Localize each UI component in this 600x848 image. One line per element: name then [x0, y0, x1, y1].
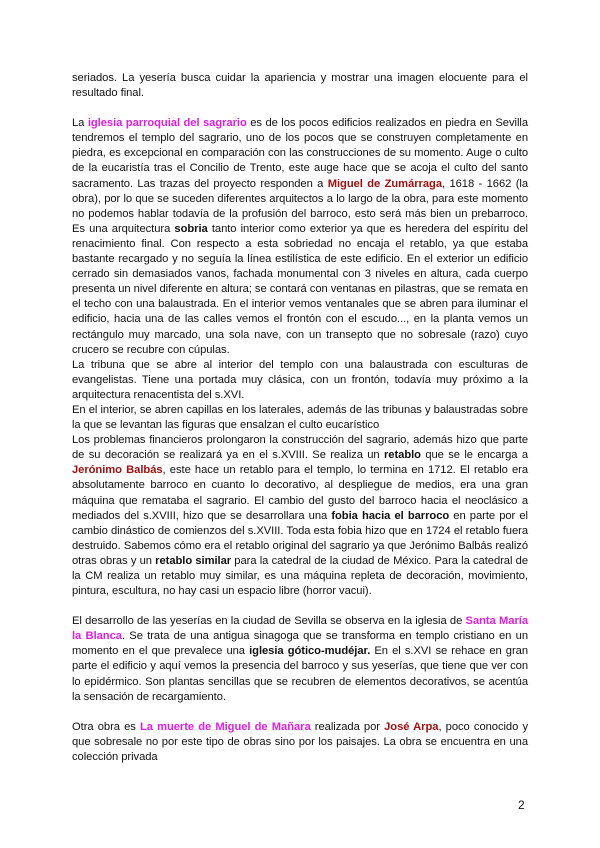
text-run: , este hace un retablo para el templo, lo termina en 1712. El retablo era absolutamente barroco en cuanto lo decorativo, al despliegue de medios, era una gran máquina que remataba el sagrario. El cambio del gusto del barroco hacia el neoclásico a mediados del s.XVIII, hizo que se desarrollara una — [72, 464, 529, 522]
paragraph-tribuna — [72, 358, 528, 403]
paragraph-sagrario — [72, 116, 528, 358]
text-run: seriados. La yesería busca cuidar la apariencia y mostrar una imagen elocuente para el resultado final. — [72, 72, 528, 100]
paragraph-intro — [72, 71, 528, 101]
bold-term: retablo similar — [155, 554, 232, 567]
highlight-name: Jerónimo Balbás — [72, 464, 163, 477]
highlight-term: iglesia parroquial del sagrario — [87, 117, 247, 130]
text-run: que se le encarga a — [420, 449, 528, 462]
bold-term: fobia hacia el barroco — [331, 509, 450, 522]
paragraph-santa-maria — [72, 614, 528, 705]
text-run: El desarrollo de las yeserías en la ciudad de Sevilla se observa en la iglesia de — [72, 615, 466, 628]
bold-term: retablo — [384, 449, 421, 462]
text-run: En el interior, se abren capillas en los laterales, además de las tribunas y balaustradas sobre la que se levantan las figuras que ensalzan el culto eucarístico — [72, 403, 528, 432]
highlight-term: La muerte de Miguel de Mañara — [139, 720, 311, 733]
highlight-name: Miguel de Zumárraga — [327, 177, 442, 190]
highlight-name: José Arpa — [384, 720, 439, 733]
text-run: Otra obra es — [72, 720, 140, 733]
text-run: . Se trata de una antigua sinagoga que se transforma en templo cristiano en un momento en el que prevalece una — [72, 630, 528, 658]
text-run: en parte por el cambio dinástico de comienzos del s.XVIII. Toda esta fobia hizo que en 1724 el retablo fuera destruido. Sabemos cómo era el retablo original del sagrario ya que Jerónimo Balbás realizó otras obras y un — [72, 509, 528, 567]
text-run: , poco conocido y que sobresale no por este tipo de obras sino por los paisajes. La obra se encuentra en una colección privada — [72, 720, 528, 763]
bold-term: sobria — [174, 222, 208, 235]
highlight-term: Santa María la Blanca — [72, 615, 528, 643]
bold-term: iglesia gótico-mudéjar. — [249, 645, 371, 658]
paragraph-interior — [72, 403, 528, 433]
paragraph-manara — [72, 720, 528, 765]
text-run: tanto interior como exterior ya que es heredera del espíritu del renacimiento final. Con respecto a esta sobriedad no encaja el retablo, ya que estaba bastante recargado y no seguía la línea estilística de este edificio. En el exterior un edificio cerrado sin demasiados vanos, fachada monumental con 3 niveles en altura, cada cuerpo presenta un nivel diferente en altura; se contará con ventanas en pilastras, que se remata en el techo con una balaustrada. En el interior vemos ventanales que se abren para iluminar el edificio, hacia una de las calles vemos el frontón con el escudo..., en la planta vemos un rectángulo muy marcado, una sola nave, con un transepto que no sobresale (razo) cuyo crucero se recubre con cúpulas. — [72, 222, 528, 356]
page-number: 2 — [518, 798, 525, 812]
paragraph-gap — [72, 705, 528, 720]
body-text — [72, 71, 528, 765]
text-run: En el s.XVI se rehace en gran parte el edificio y aquí vemos la presencia del barroco y sus yeserías, que tiene que ver con lo epidérmico. Son plantas sencillas que se recubren de elementos decorativos, se acentúa la sensación de recargamiento. — [72, 645, 528, 703]
text-run: La — [72, 117, 88, 130]
paragraph-retablo — [72, 433, 528, 599]
paragraph-gap — [72, 101, 528, 116]
text-run: , 1618 - 1662 (la obra), por lo que se suceden diferentes arquitectos a lo largo de la obra, para este momento no podemos hablar todavía de la profusión del barroco, esto será más bien un prebarroco. Es una arquitectura — [72, 177, 528, 235]
text-run: realizada por — [310, 720, 385, 733]
paragraph-gap — [72, 599, 528, 614]
text-run: Los problemas financieros prolongaron la construcción del sagrario, además hizo que parte de su decoración se realizará ya en el s.XVIII. Se realiza un — [72, 434, 528, 462]
text-run: La tribuna que se abre al interior del templo con una balaustrada con esculturas de evangelistas. Tiene una portada muy clásica, con un frontón, todavía muy próximo a la arquitectura renacentista del s.XVI. — [72, 358, 528, 401]
text-run: es de los pocos edificios realizados en piedra en Sevilla tendremos el templo del sagrario, uno de los pocos que se construyen completamente en piedra, es excepcional en comparación con las construcciones de su momento. Auge o culto de la eucaristía tras el Concilio de Trento, este auge hace que se acoja el culto del santo sacramento. Las trazas del proyecto responden a — [72, 117, 528, 190]
text-run: para la catedral de la ciudad de México. Para la catedral de la CM realiza un retablo muy similar, es una máquina repleta de decoración, movimiento, pintura, escultura, no hay casi un espacio libre (horror vacui). — [72, 554, 528, 598]
